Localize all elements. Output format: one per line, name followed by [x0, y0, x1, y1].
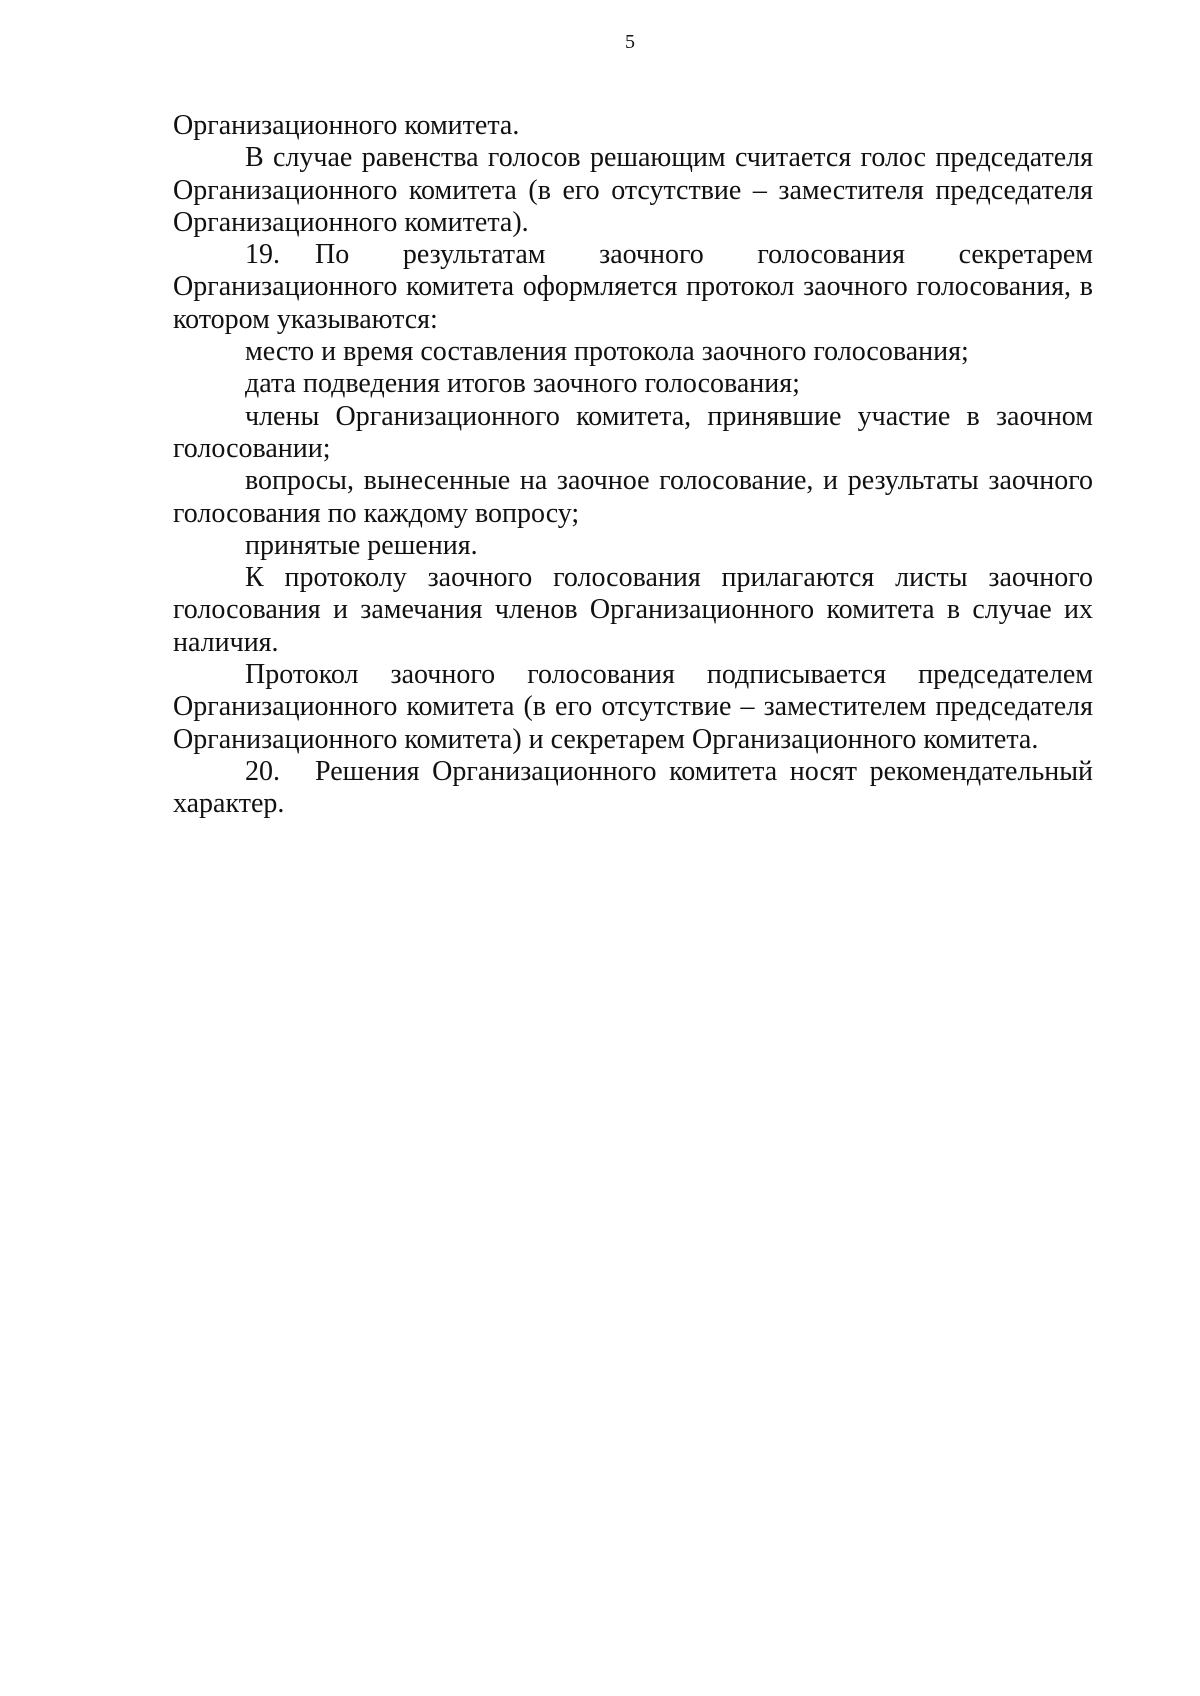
list-item-place-time: место и время составления протокола заочного голосования;: [245, 336, 969, 368]
paragraph-continuation: Организационного комитета.: [173, 110, 520, 141]
paragraph-signatures: Протокол заочного голосования подписывается председателем Организационного комитета (в его отсутствие – заместителем председателя Организационного комитета) и секретарем Организационного комитета.: [173, 659, 1093, 755]
paragraph-tie-vote: В случае равенства голосов решающим считается голос председателя Организационного комитета (в его отсутствие – заместителя председателя Организационного комитета).: [173, 142, 1093, 238]
paragraph-text: Решения Организационного комитета носят рекомендательный характер.: [173, 755, 1093, 820]
paragraph-text: По результатам заочного голосования секретарем Организационного комитета оформляется протокол заочного голосования, в котором указываются:: [173, 239, 1093, 335]
document-body: [173, 110, 1093, 821]
paragraph-number: 20.: [245, 755, 280, 787]
paragraph-attachments: К протоколу заочного голосования прилагаются листы заочного голосования и замечания членов Организационного комитета в случае их наличия.: [173, 562, 1093, 658]
paragraph-20: [173, 756, 1093, 821]
list-item-decisions: принятые решения.: [245, 529, 478, 561]
page-number: 5: [625, 31, 635, 53]
list-item-date: дата подведения итогов заочного голосования;: [245, 368, 800, 400]
list-item-members: члены Организационного комитета, принявшие участие в заочном голосовании;: [173, 400, 1093, 464]
list-item-questions: вопросы, вынесенные на заочное голосование, и результаты заочного голосования по каждому вопросу;: [173, 465, 1093, 529]
paragraph-19: [173, 239, 1093, 336]
paragraph-number: 19.: [245, 239, 280, 271]
